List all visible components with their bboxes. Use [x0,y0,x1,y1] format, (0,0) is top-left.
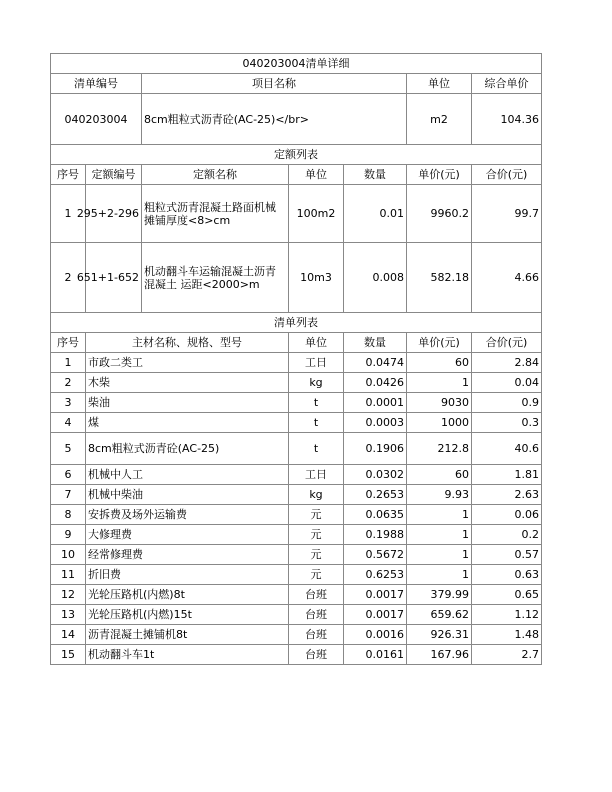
material-unit: 台班 [289,585,344,605]
material-qty: 0.0161 [344,645,407,665]
material-qty: 0.0016 [344,625,407,645]
material-name: 折旧费 [86,565,289,585]
quota-seq: 1 [51,185,86,243]
material-unit-price: 167.96 [407,645,472,665]
item-price-header: 综合单价 [472,74,542,94]
material-total: 0.65 [472,585,542,605]
quota-qty: 0.008 [344,243,407,313]
item-unit-header: 单位 [407,74,472,94]
material-row [51,353,542,373]
material-unit-price: 379.99 [407,585,472,605]
material-seq: 2 [51,373,86,393]
material-unit-price: 9030 [407,393,472,413]
material-section-title: 清单列表 [51,313,542,333]
material-total: 0.3 [472,413,542,433]
material-seq: 7 [51,485,86,505]
material-row [51,433,542,465]
material-total: 2.63 [472,485,542,505]
material-unit-price: 60 [407,465,472,485]
material-unit: 元 [289,505,344,525]
material-qty: 0.0003 [344,413,407,433]
quota-total: 4.66 [472,243,542,313]
material-name: 安拆费及场外运输费 [86,505,289,525]
material-row [51,465,542,485]
quota-qty-header: 数量 [344,165,407,185]
item-price: 104.36 [472,94,542,145]
quota-code: 651+1-652 [86,243,142,313]
material-total: 0.63 [472,565,542,585]
material-qty: 0.0302 [344,465,407,485]
material-total: 0.9 [472,393,542,413]
material-name-header: 主材名称、规格、型号 [86,333,289,353]
quota-section-title: 定额列表 [51,145,542,165]
material-total: 0.2 [472,525,542,545]
material-row [51,565,542,585]
material-unit-price: 60 [407,353,472,373]
material-unit: 台班 [289,645,344,665]
material-total: 0.57 [472,545,542,565]
material-row [51,373,542,393]
material-name: 机械中柴油 [86,485,289,505]
material-unit-price: 212.8 [407,433,472,465]
quota-code-header: 定额编号 [86,165,142,185]
material-seq: 1 [51,353,86,373]
quota-name: 机动翻斗车运输混凝土沥青混凝土 运距<2000>m [142,243,289,313]
material-unit-price: 1 [407,565,472,585]
detail-sheet [50,53,542,665]
material-seq: 9 [51,525,86,545]
material-qty: 0.6253 [344,565,407,585]
item-code-header: 清单编号 [51,74,142,94]
material-seq: 4 [51,413,86,433]
material-total: 0.06 [472,505,542,525]
material-unit-price-header: 单价(元) [407,333,472,353]
material-name: 煤 [86,413,289,433]
material-row [51,525,542,545]
quota-name: 粗粒式沥青混凝土路面机械摊铺厚度<8>cm [142,185,289,243]
material-qty: 0.1906 [344,433,407,465]
material-unit-price: 1 [407,525,472,545]
material-total: 40.6 [472,433,542,465]
quota-name-header: 定额名称 [142,165,289,185]
quota-seq: 2 [51,243,86,313]
quota-unit: 100m2 [289,185,344,243]
material-qty-header: 数量 [344,333,407,353]
material-seq: 10 [51,545,86,565]
material-unit: 元 [289,525,344,545]
material-seq: 5 [51,433,86,465]
material-row [51,585,542,605]
item-name-header: 项目名称 [142,74,407,94]
material-name: 8cm粗粒式沥青砼(AC-25) [86,433,289,465]
quota-seq-header: 序号 [51,165,86,185]
material-total-header: 合价(元) [472,333,542,353]
material-seq-header: 序号 [51,333,86,353]
material-unit: t [289,413,344,433]
material-seq: 3 [51,393,86,413]
quota-code: 295+2-296 [86,185,142,243]
material-seq: 14 [51,625,86,645]
quota-unit-header: 单位 [289,165,344,185]
material-row [51,413,542,433]
material-qty: 0.0635 [344,505,407,525]
material-seq: 12 [51,585,86,605]
material-row [51,625,542,645]
material-name: 机械中人工 [86,465,289,485]
quota-unit-price: 582.18 [407,243,472,313]
material-seq: 11 [51,565,86,585]
material-name: 光轮压路机(内燃)15t [86,605,289,625]
material-total: 2.84 [472,353,542,373]
material-qty: 0.0017 [344,585,407,605]
material-unit: 工日 [289,465,344,485]
material-unit: 元 [289,565,344,585]
material-unit: t [289,433,344,465]
sheet-title: 040203004清单详细 [51,54,542,74]
material-unit-price: 659.62 [407,605,472,625]
material-seq: 13 [51,605,86,625]
material-total: 1.12 [472,605,542,625]
material-name: 经常修理费 [86,545,289,565]
material-seq: 15 [51,645,86,665]
material-name: 沥青混凝土摊铺机8t [86,625,289,645]
material-row [51,393,542,413]
material-unit-price: 1 [407,505,472,525]
item-name: 8cm粗粒式沥青砼(AC-25)</br> [142,94,407,145]
material-unit-header: 单位 [289,333,344,353]
material-qty: 0.0426 [344,373,407,393]
material-total: 1.81 [472,465,542,485]
quota-unit: 10m3 [289,243,344,313]
material-unit-price: 1000 [407,413,472,433]
material-unit-price: 1 [407,545,472,565]
material-name: 机动翻斗车1t [86,645,289,665]
material-unit: 台班 [289,625,344,645]
material-row [51,545,542,565]
material-qty: 0.1988 [344,525,407,545]
material-name: 光轮压路机(内燃)8t [86,585,289,605]
material-row [51,605,542,625]
material-total: 1.48 [472,625,542,645]
material-row [51,485,542,505]
material-qty: 0.0017 [344,605,407,625]
material-qty: 0.2653 [344,485,407,505]
material-unit: kg [289,485,344,505]
material-unit-price: 9.93 [407,485,472,505]
material-unit-price: 926.31 [407,625,472,645]
quota-qty: 0.01 [344,185,407,243]
material-unit: t [289,393,344,413]
material-total: 2.7 [472,645,542,665]
material-unit: kg [289,373,344,393]
item-unit: m2 [407,94,472,145]
quota-unit-price-header: 单价(元) [407,165,472,185]
material-unit: 台班 [289,605,344,625]
material-seq: 6 [51,465,86,485]
material-seq: 8 [51,505,86,525]
material-unit: 元 [289,545,344,565]
material-qty: 0.0474 [344,353,407,373]
material-qty: 0.5672 [344,545,407,565]
quota-total-header: 合价(元) [472,165,542,185]
material-name: 木柴 [86,373,289,393]
quota-total: 99.7 [472,185,542,243]
material-row [51,645,542,665]
quota-unit-price: 9960.2 [407,185,472,243]
item-code: 040203004 [51,94,142,145]
material-unit-price: 1 [407,373,472,393]
material-row [51,505,542,525]
material-name: 柴油 [86,393,289,413]
material-name: 大修理费 [86,525,289,545]
material-total: 0.04 [472,373,542,393]
material-unit: 工日 [289,353,344,373]
material-name: 市政二类工 [86,353,289,373]
material-qty: 0.0001 [344,393,407,413]
